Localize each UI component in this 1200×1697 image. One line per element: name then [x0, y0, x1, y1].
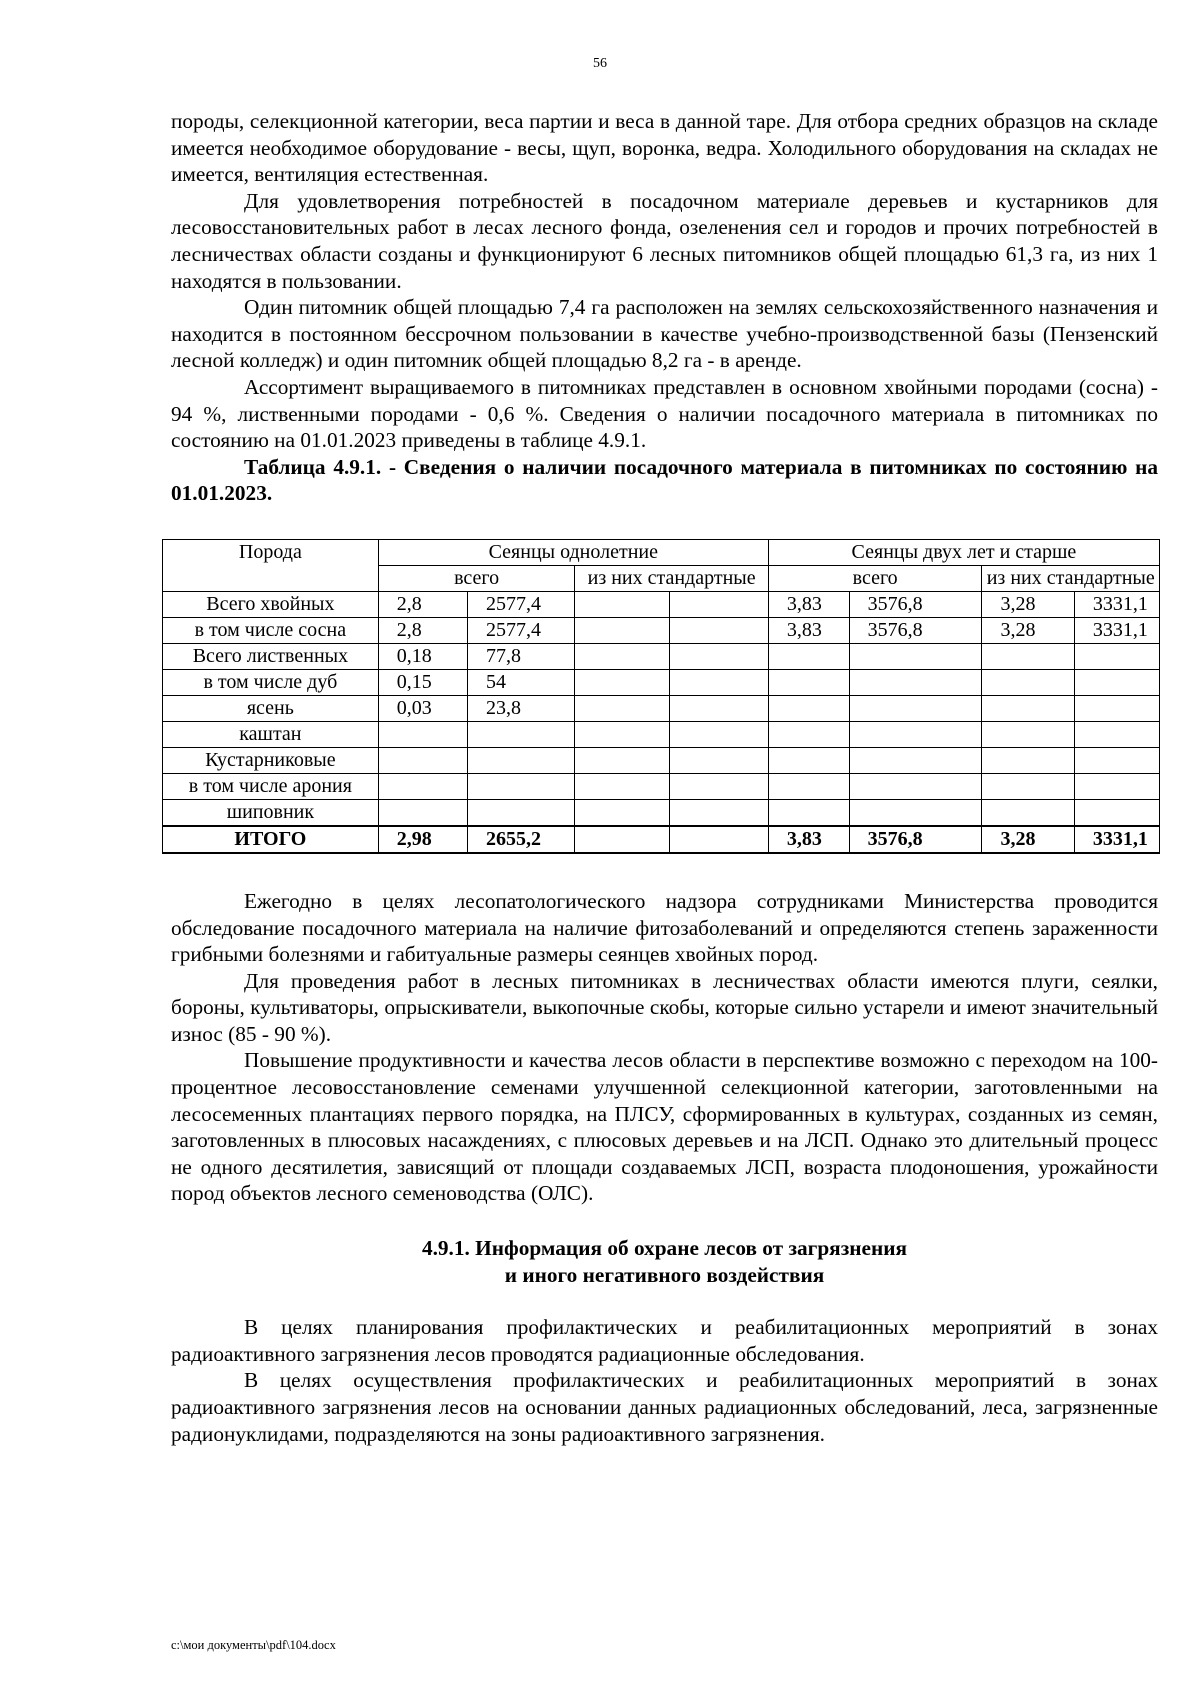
table-cell	[768, 669, 849, 695]
table-cell	[575, 617, 670, 643]
table-cell	[849, 695, 982, 721]
table-cell	[982, 643, 1074, 669]
header-one-year-standard: из них стандартные	[575, 565, 768, 591]
paragraph: В целях осуществления профилактических и реабилитационных мероприятий в зонах радиоактивного загрязнения лесов на основании данных радиационных обследований, леса, загрязненные радионуклидами, подразделяются на зоны радиоактивного загрязнения.	[171, 1368, 1158, 1446]
paragraph: Повышение продуктивности и качества лесов области в перспективе возможно с переходом на 100-процентное лесовосстановление семенами улучшенной селекционной категории, заготовленными на лесосеменных плантациях первого порядка, на ПЛСУ, сформированных в культурах, созданных из семян, заготовленных в плюсовых насаждениях, с плюсовых деревьев и на ЛСП. Однако это длительный процесс не одного десятилетия, зависящий от площади создаваемых ЛСП, возраста плодоношения, урожайности пород объектов лесного семеноводства (ОЛС).	[171, 1048, 1158, 1206]
table-cell	[768, 773, 849, 799]
table-cell: 0,18	[378, 643, 467, 669]
table-cell: 2577,4	[468, 591, 575, 617]
paragraph: Для проведения работ в лесных питомниках в лесничествах области имеются плуги, сеялки, бороны, культиваторы, опрыскиватели, выкопочные скобы, которые сильно устарели и имеют значительный износ (85 - 90 %).	[171, 968, 1158, 1046]
table-row	[163, 643, 1160, 669]
table-cell: 2,98	[378, 826, 467, 853]
table-row	[163, 773, 1160, 799]
table-cell	[849, 747, 982, 773]
table-cell: 3576,8	[849, 826, 982, 853]
table-cell: 3576,8	[849, 617, 982, 643]
table-cell	[849, 773, 982, 799]
table-row	[163, 695, 1160, 721]
table-cell	[1074, 747, 1159, 773]
table-cell	[378, 721, 467, 747]
page-number: 56	[593, 56, 607, 71]
table-cell	[378, 799, 467, 826]
section-heading	[171, 1235, 1158, 1288]
table-cell: 2,8	[378, 617, 467, 643]
table-caption: Таблица 4.9.1. - Сведения о наличии посадочного материала в питомниках по состоянию на 01.01.2023.	[171, 454, 1158, 506]
after-table-text	[171, 888, 1158, 1207]
table-row	[163, 799, 1160, 826]
table-cell	[378, 773, 467, 799]
table-cell	[468, 721, 575, 747]
table-cell	[669, 773, 768, 799]
seedlings-table	[162, 539, 1160, 854]
table-cell	[575, 747, 670, 773]
table-row	[163, 617, 1160, 643]
table-cell	[669, 826, 768, 853]
table-cell: 3,83	[768, 826, 849, 853]
table-cell	[849, 669, 982, 695]
table-row	[163, 826, 1160, 853]
table-cell: 3331,1	[1074, 591, 1159, 617]
table-cell: 3576,8	[849, 591, 982, 617]
table-cell	[669, 643, 768, 669]
header-two-year: Сеянцы двух лет и старше	[768, 539, 1159, 565]
row-breed-name: шиповник	[163, 799, 379, 826]
section-heading-line: и иного негативного воздействия	[504, 1262, 825, 1287]
table-cell: 2655,2	[468, 826, 575, 853]
section-body	[171, 1314, 1158, 1447]
paragraph-continued: породы, селекционной категории, веса партии и веса в данной таре. Для отбора средних образцов на складе имеется необходимое оборудование - весы, щуп, воронка, ведра. Холодильного оборудования на складах не имеется, вентиляция естественная.	[171, 109, 1158, 187]
header-two-year-standard: из них стандартные	[982, 565, 1160, 591]
table-cell: 3,83	[768, 591, 849, 617]
table-cell: 3331,1	[1074, 826, 1159, 853]
table-cell: 2,8	[378, 591, 467, 617]
table-row	[163, 591, 1160, 617]
table-cell: 3,83	[768, 617, 849, 643]
table-cell	[768, 643, 849, 669]
table-cell	[575, 826, 670, 853]
row-breed-name: каштан	[163, 721, 379, 747]
paragraph: Ассортимент выращиваемого в питомниках представлен в основном хвойными породами (сосна) - 94 %, лиственными породами - 0,6 %. Сведения о наличии посадочного материала в питомниках по состоянию на 01.01.2023 приведены в таблице 4.9.1.	[171, 374, 1158, 453]
table-cell: 3,28	[982, 591, 1074, 617]
table-cell	[669, 669, 768, 695]
table-cell	[575, 799, 670, 826]
table-cell	[768, 799, 849, 826]
table-cell	[982, 721, 1074, 747]
header-one-year-total: всего	[378, 565, 575, 591]
table-cell	[468, 773, 575, 799]
table-cell	[575, 773, 670, 799]
table-cell	[669, 747, 768, 773]
table-cell: 0,15	[378, 669, 467, 695]
table-cell	[669, 721, 768, 747]
paragraph: Для удовлетворения потребностей в посадочном материале деревьев и кустарников для лесовосстановительных работ в лесах лесного фонда, озеленения сел и городов и прочих потребностей в лесничествах области созданы и функционируют 6 лесных питомников общей площадью 61,3 га, из них 1 находятся в пользовании.	[171, 188, 1158, 293]
footer-file-path: c:\мои документы\pdf\104.docx	[171, 1638, 336, 1652]
row-breed-name: Кустарниковые	[163, 747, 379, 773]
table-row	[163, 669, 1160, 695]
row-breed-name: Всего хвойных	[163, 591, 379, 617]
table-cell	[669, 799, 768, 826]
section-heading-line: 4.9.1. Информация об охране лесов от загрязнения	[421, 1236, 908, 1261]
table-cell	[1074, 799, 1159, 826]
table-cell	[1074, 695, 1159, 721]
table-cell: 23,8	[468, 695, 575, 721]
row-breed-name: в том числе сосна	[163, 617, 379, 643]
table-cell	[575, 643, 670, 669]
table-cell	[1074, 643, 1159, 669]
table-cell	[1074, 773, 1159, 799]
table-cell: 2577,4	[468, 617, 575, 643]
row-breed-name: ИТОГО	[163, 826, 379, 853]
table-cell	[982, 695, 1074, 721]
table-row	[163, 747, 1160, 773]
row-breed-name: Всего лиственных	[163, 643, 379, 669]
table-cell	[669, 591, 768, 617]
table-cell	[669, 617, 768, 643]
table-cell	[1074, 669, 1159, 695]
paragraph: Ежегодно в целях лесопатологического надзора сотрудниками Министерства проводится обследование посадочного материала на наличие фитозаболеваний и определяются степень зараженности грибными болезнями и габитуальные размеры сеянцев хвойных пород.	[171, 888, 1158, 967]
table-cell	[575, 591, 670, 617]
table-cell	[575, 695, 670, 721]
table-cell	[768, 747, 849, 773]
table-cell	[982, 747, 1074, 773]
table-cell	[768, 721, 849, 747]
header-breed: Порода	[163, 539, 379, 591]
table-cell: 3,28	[982, 826, 1074, 853]
paragraph: Один питомник общей площадью 7,4 га расположен на землях сельскохозяйственного назначения и находится в постоянном бессрочном пользовании в качестве учебно-производственной базы (Пензенский лесной колледж) и один питомник общей площадью 8,2 га - в аренде.	[171, 295, 1158, 373]
table-cell	[468, 747, 575, 773]
table-cell	[468, 799, 575, 826]
table-cell: 77,8	[468, 643, 575, 669]
table-cell	[575, 721, 670, 747]
row-breed-name: в том числе арония	[163, 773, 379, 799]
table-cell	[669, 695, 768, 721]
table-cell	[982, 669, 1074, 695]
row-breed-name: ясень	[163, 695, 379, 721]
paragraph: В целях планирования профилактических и реабилитационных мероприятий в зонах радиоактивного загрязнения лесов проводятся радиационные обследования.	[171, 1315, 1158, 1366]
table-cell	[982, 799, 1074, 826]
table-row	[163, 721, 1160, 747]
table-cell: 0,03	[378, 695, 467, 721]
table-cell	[982, 773, 1074, 799]
header-two-year-total: всего	[768, 565, 982, 591]
table-cell	[1074, 721, 1159, 747]
table-cell	[378, 747, 467, 773]
table-cell	[849, 721, 982, 747]
table-cell	[849, 643, 982, 669]
table-cell	[768, 695, 849, 721]
table-cell: 3,28	[982, 617, 1074, 643]
document-body	[171, 108, 1158, 1447]
table-body	[163, 591, 1160, 853]
row-breed-name: в том числе дуб	[163, 669, 379, 695]
table-cell: 3331,1	[1074, 617, 1159, 643]
table-cell	[575, 669, 670, 695]
table-cell	[849, 799, 982, 826]
header-one-year: Сеянцы однолетние	[378, 539, 768, 565]
table-cell: 54	[468, 669, 575, 695]
